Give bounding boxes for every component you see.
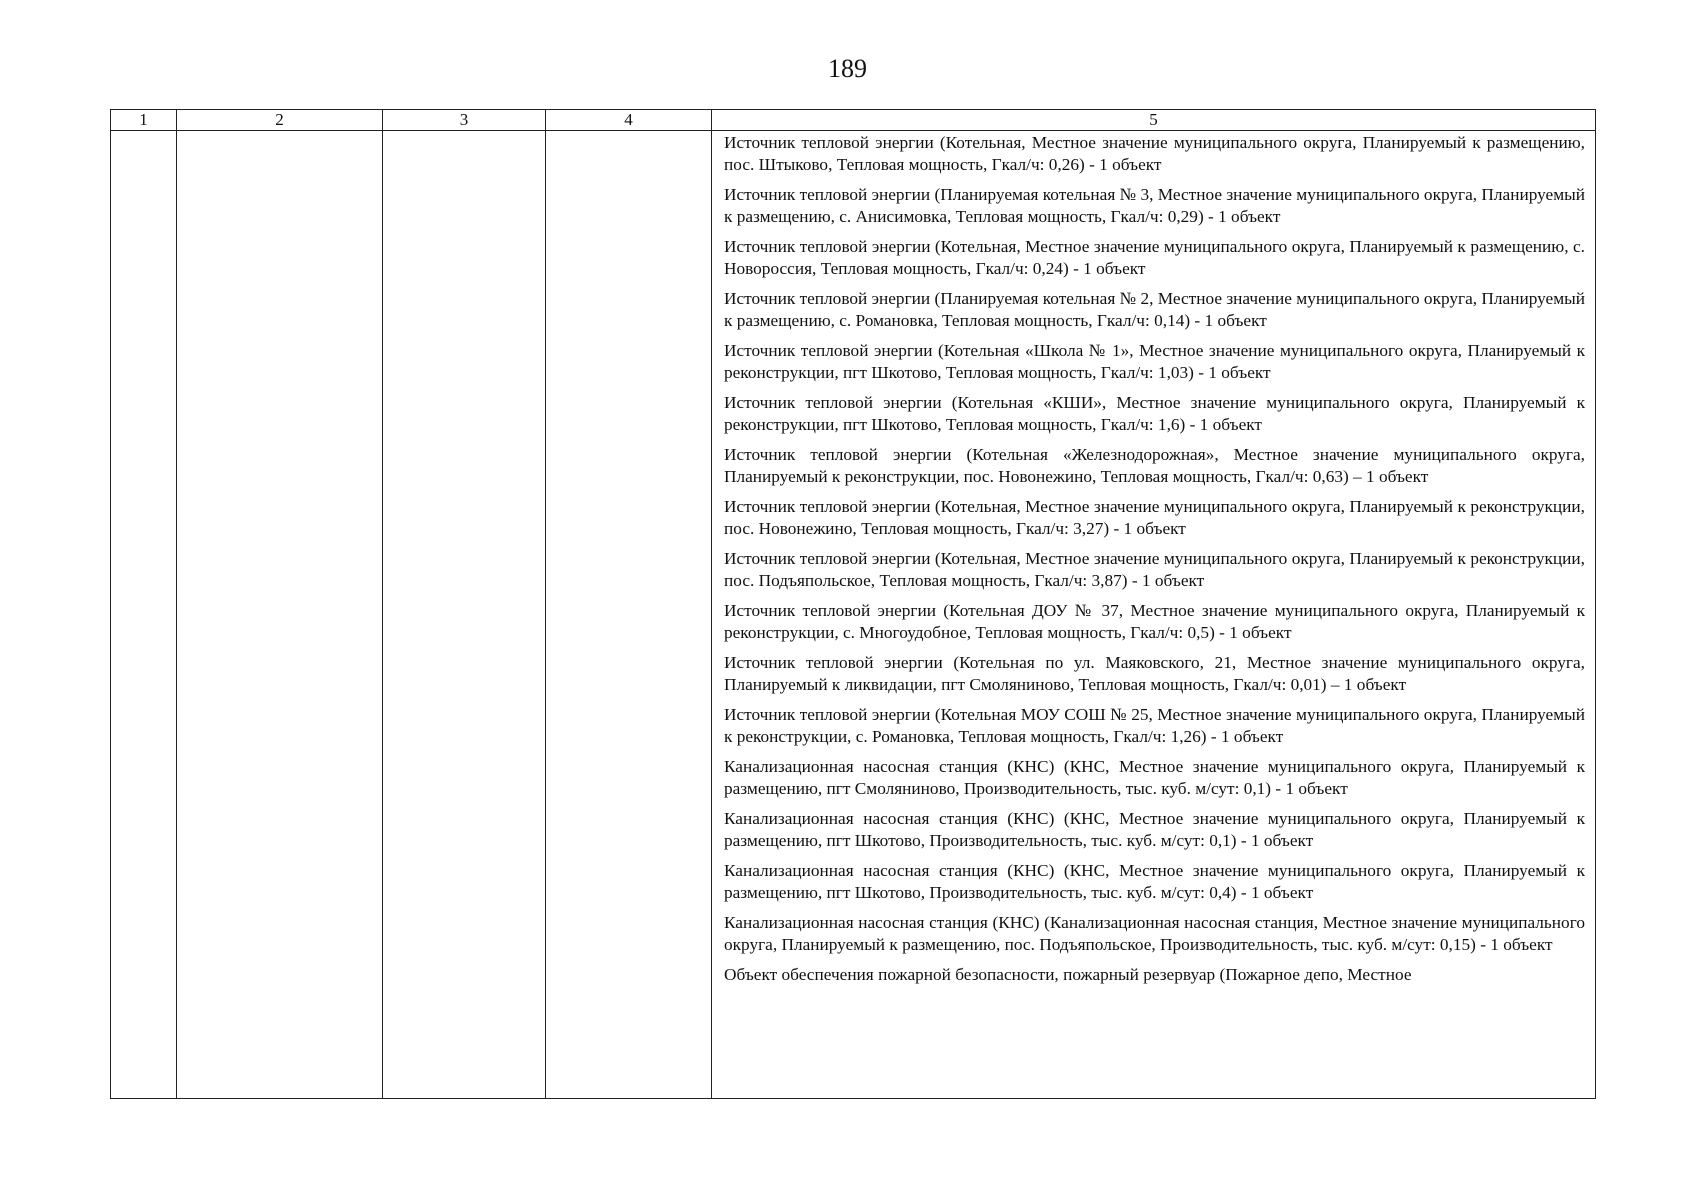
list-item: Источник тепловой энергии (Котельная «Железнодорожная», Местное значение муниципального округа, Планируемый к реконструкции, пос. Новонежино, Тепловая мощность, Гкал/ч: 0,63) – 1 объект (724, 445, 1585, 486)
cell-col-2 (177, 131, 383, 1099)
list-item: Источник тепловой энергии (Котельная, Местное значение муниципального округа, Планируемый к размещению, с. Новороссия, Тепловая мощность, Гкал/ч: 0,24) - 1 объект (724, 237, 1585, 278)
list-item: Источник тепловой энергии (Планируемая котельная № 2, Местное значение муниципального округа, Планируемый к размещению, с. Романовка, Тепловая мощность, Гкал/ч: 0,14) - 1 объект (724, 289, 1585, 330)
cell-col-1 (111, 131, 177, 1099)
list-item: Канализационная насосная станция (КНС) (КНС, Местное значение муниципального округа, Планируемый к размещению, пгт Шкотово, Производительность, тыс. куб. м/сут: 0,4) - 1 объект (724, 861, 1585, 902)
table-row (111, 131, 1596, 1099)
list-item: Источник тепловой энергии (Котельная «КШИ», Местное значение муниципального округа, Планируемый к реконструкции, пгт Шкотово, Тепловая мощность, Гкал/ч: 1,6) - 1 объект (724, 393, 1585, 434)
list-item: Канализационная насосная станция (КНС) (КНС, Местное значение муниципального округа, Планируемый к размещению, пгт Смоляниново, Производительность, тыс. куб. м/сут: 0,1) - 1 объект (724, 757, 1585, 798)
list-item: Источник тепловой энергии (Котельная, Местное значение муниципального округа, Планируемый к реконструкции, пос. Новонежино, Тепловая мощность, Гкал/ч: 3,27) - 1 объект (724, 497, 1585, 538)
list-item: Объект обеспечения пожарной безопасности, пожарный резервуар (Пожарное депо, Местное (724, 965, 1412, 984)
column-header-1: 1 (111, 110, 177, 131)
list-item: Источник тепловой энергии (Котельная ДОУ № 37, Местное значение муниципального округа, Планируемый к реконструкции, с. Многоудобное, Тепловая мощность, Гкал/ч: 0,5) - 1 объект (724, 601, 1585, 642)
list-item: Канализационная насосная станция (КНС) (Канализационная насосная станция, Местное значение муниципального округа, Планируемый к размещению, пос. Подъяпольское, Производительность, тыс. куб. м/сут: 0,15) - 1 объект (724, 913, 1585, 954)
column-header-5: 5 (712, 110, 1596, 131)
column-header-2: 2 (177, 110, 383, 131)
objects-table (110, 109, 1596, 1099)
column-header-4: 4 (546, 110, 712, 131)
column-header-3: 3 (383, 110, 546, 131)
list-item: Источник тепловой энергии (Котельная, Местное значение муниципального округа, Планируемый к реконструкции, пос. Подъяпольское, Тепловая мощность, Гкал/ч: 3,87) - 1 объект (724, 549, 1585, 590)
list-item: Источник тепловой энергии (Котельная МОУ СОШ № 25, Местное значение муниципального округа, Планируемый к реконструкции, с. Романовка, Тепловая мощность, Гкал/ч: 1,26) - 1 объект (724, 705, 1585, 746)
table-header-row (111, 110, 1596, 131)
list-item: Источник тепловой энергии (Котельная по ул. Маяковского, 21, Местное значение муниципального округа, Планируемый к ликвидации, пгт Смоляниново, Тепловая мощность, Гкал/ч: 0,01) – 1 объект (724, 653, 1585, 694)
cell-col-5 (712, 131, 1596, 1099)
list-item: Источник тепловой энергии (Планируемая котельная № 3, Местное значение муниципального округа, Планируемый к размещению, с. Анисимовка, Тепловая мощность, Гкал/ч: 0,29) - 1 объект (724, 185, 1585, 226)
list-item: Источник тепловой энергии (Котельная «Школа № 1», Местное значение муниципального округа, Планируемый к реконструкции, пгт Шкотово, Тепловая мощность, Гкал/ч: 1,03) - 1 объект (724, 341, 1585, 382)
list-item: Канализационная насосная станция (КНС) (КНС, Местное значение муниципального округа, Планируемый к размещению, пгт Шкотово, Производительность, тыс. куб. м/сут: 0,1) - 1 объект (724, 809, 1585, 850)
cell-col-4 (546, 131, 712, 1099)
entries-list (724, 132, 1585, 1098)
page-number: 189 (828, 54, 867, 83)
list-item: Источник тепловой энергии (Котельная, Местное значение муниципального округа, Планируемый к размещению, пос. Штыково, Тепловая мощность, Гкал/ч: 0,26) - 1 объект (724, 133, 1585, 174)
cell-col-3 (383, 131, 546, 1099)
